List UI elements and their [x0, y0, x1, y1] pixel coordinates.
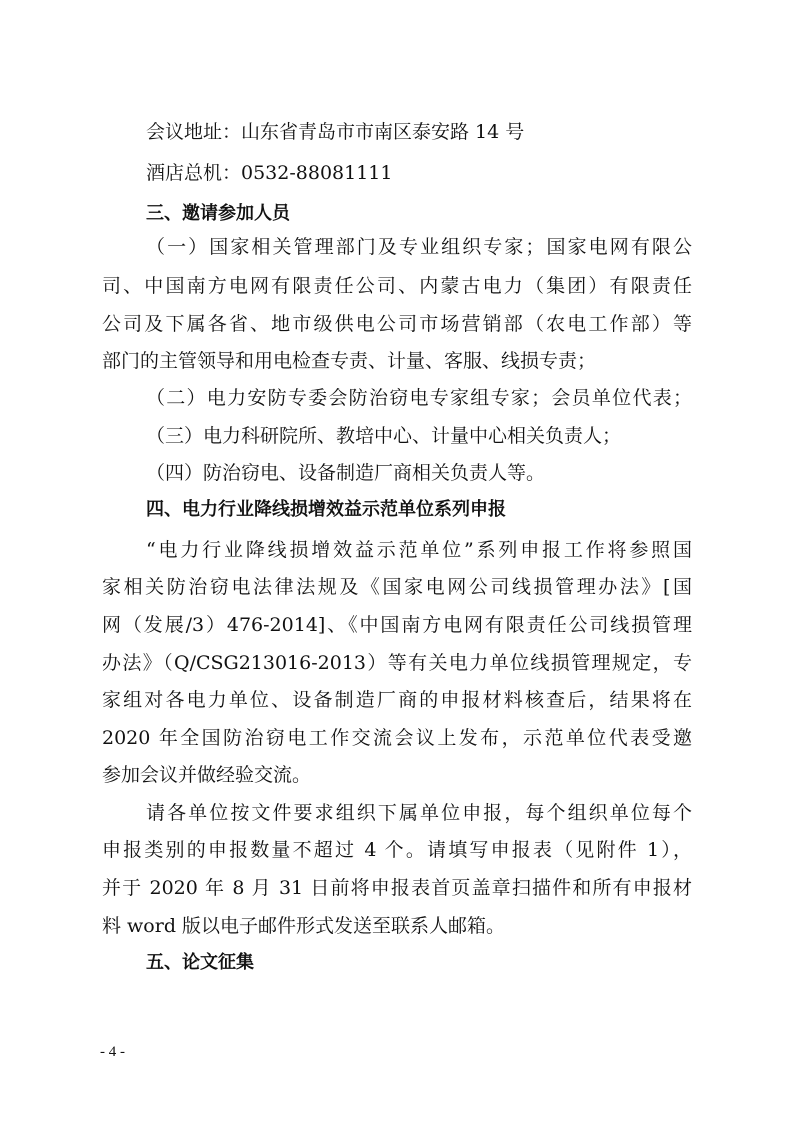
section4-para1-line1: “电力行业降线损增效益示范单位”系列申报工作将参照国: [146, 539, 692, 561]
page-number: - 4 -: [100, 1044, 125, 1060]
section4-para1-line2: 家相关防治窃电法律法规及《国家电网公司线损管理办法》[国: [102, 576, 692, 598]
section5-heading: 五、论文征集: [146, 952, 254, 973]
meeting-address: 会议地址：山东省青岛市市南区泰安路 14 号: [146, 121, 525, 143]
section4-para2-line1: 请各单位按文件要求组织下属单位申报，每个组织单位每个: [146, 802, 692, 824]
section3-item1-line4: 部门的主管领导和用电检查专责、计量、客服、线损专责；: [102, 350, 597, 372]
section4-para2-line2: 申报类别的申报数量不超过 4 个。请填写申报表（见附件 1），: [102, 839, 692, 861]
section3-heading: 三、邀请参加人员: [146, 203, 290, 224]
section4-para1-line5: 家组对各电力单位、设备制造厂商的申报材料核查后，结果将在: [102, 689, 692, 711]
hotel-phone: 酒店总机：0532-88081111: [146, 162, 393, 184]
section3-item2: （二）电力安防专委会防治窃电专家组专家；会员单位代表；: [146, 387, 692, 409]
section3-item1-line2: 司、中国南方电网有限责任公司、内蒙古电力（集团）有限责任: [102, 275, 692, 297]
section3-item3: （三）电力科研院所、教培中心、计量中心相关负责人；: [146, 425, 622, 447]
section3-item1-line3: 公司及下属各省、地市级供电公司市场营销部（农电工作部）等: [102, 313, 692, 335]
section4-para1-line4: 办法》（Q/CSG213016-2013）等有关电力单位线损管理规定，专: [102, 652, 692, 674]
section4-para2-line4: 料 word 版以电子邮件形式发送至联系人邮箱。: [102, 915, 506, 937]
section4-para1-line7: 参加会议并做经验交流。: [102, 764, 312, 786]
section4-para2-line3: 并于 2020 年 8 月 31 日前将申报表首页盖章扫描件和所有申报材: [102, 877, 692, 899]
section4-para1-line6: 2020 年全国防治窃电工作交流会议上发布，示范单位代表受邀: [102, 727, 692, 749]
section4-heading: 四、电力行业降线损增效益示范单位系列申报: [146, 499, 506, 520]
section3-item4: （四）防治窃电、设备制造厂商相关负责人等。: [146, 462, 546, 484]
section4-para1-line3: 网（发展/3）476-2014]、《中国南方电网有限责任公司线损管理: [102, 614, 692, 636]
section3-item1-line1: （一）国家相关管理部门及专业组织专家；国家电网有限公: [146, 236, 692, 258]
